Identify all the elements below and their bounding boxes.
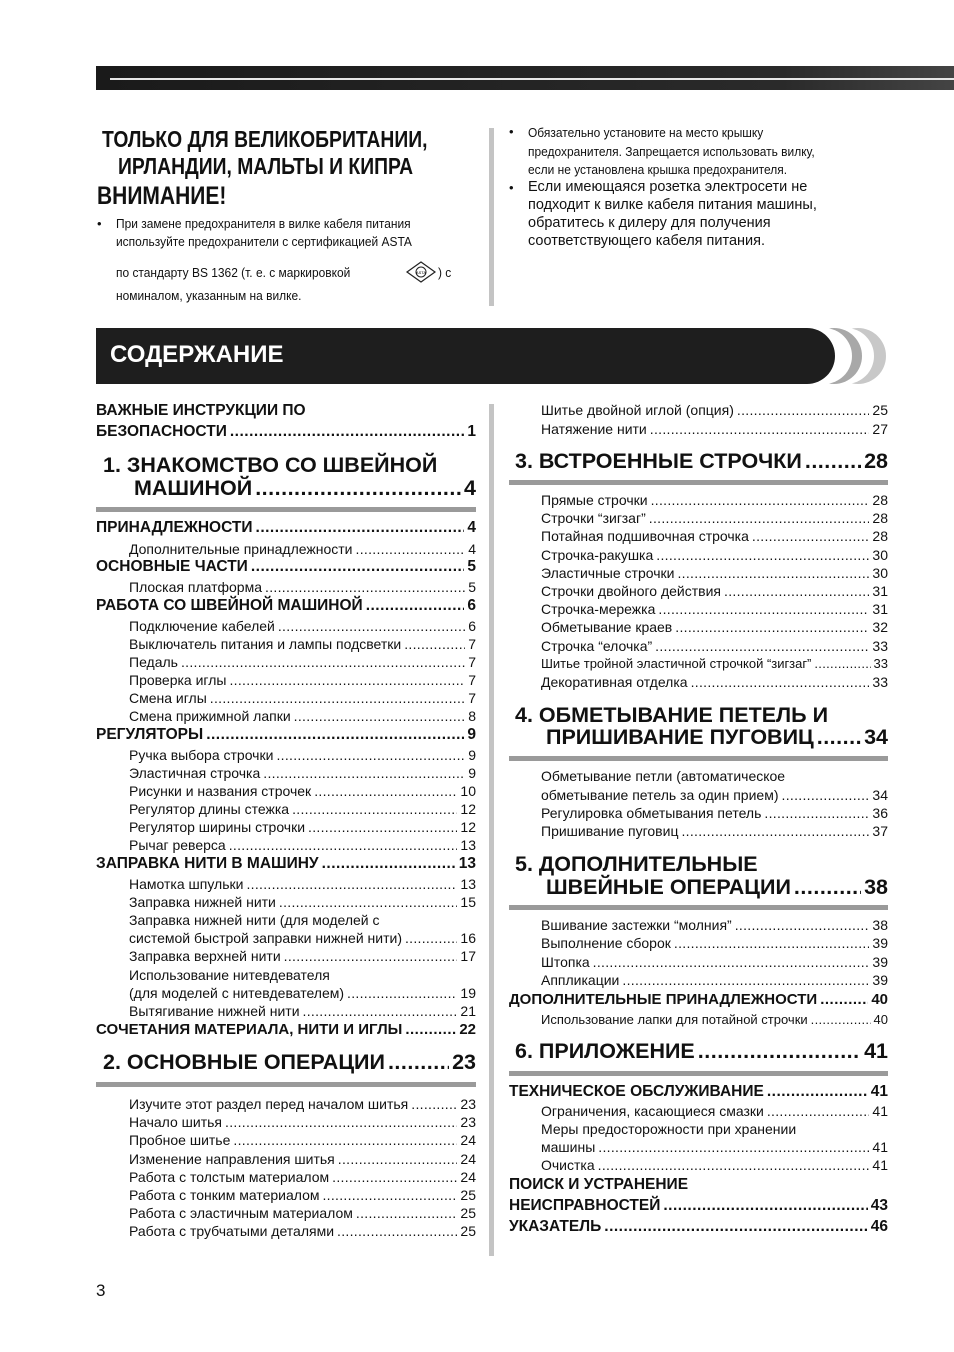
- chapter1-rule: [96, 507, 476, 512]
- toc-entry[interactable]: [129, 800, 476, 818]
- toc-index-page: 46: [870, 1218, 888, 1235]
- chapter5-page: 38: [864, 875, 888, 899]
- warning-right-b2-line4: соответствующего кабеля питания.: [528, 233, 766, 249]
- toc-entry-page: 4: [468, 541, 476, 557]
- toc-threader-page: 19: [460, 985, 476, 1001]
- toc-upper-thread-title: Заправка верхней нити: [129, 948, 281, 964]
- toc-combos-page: 22: [459, 1021, 476, 1038]
- toc-lubrication[interactable]: [541, 1102, 888, 1120]
- chapter4-page: 34: [864, 725, 888, 749]
- toc-entry-title: Ручка выбора строчки: [129, 747, 274, 763]
- toc-entry-page: 23: [460, 1114, 476, 1131]
- toc-entry[interactable]: [129, 635, 476, 653]
- chapter1-title-line2: МАШИНОЙ: [134, 476, 253, 500]
- toc-cleaning-title: Очистка: [541, 1157, 595, 1173]
- bullet-mark: •: [509, 180, 514, 195]
- toc-entry-title: Прямые строчки: [541, 492, 648, 508]
- toc-pull-lower-title: Вытягивание нижней нити: [129, 1003, 300, 1019]
- toc-threader-line2: (для моделей с нитевдевателем): [129, 985, 345, 1001]
- warning-left-line2: используйте предохранители с сертификацией ASTA: [116, 234, 412, 249]
- toc-troubleshooting-page: 43: [870, 1197, 888, 1214]
- warning-right-b1-line2: предохранителя. Запрещается использовать вилку,: [528, 144, 815, 159]
- toc-entry-title: Регулировка обметывания петель: [541, 805, 762, 821]
- toc-pull-lower[interactable]: [129, 1002, 476, 1020]
- toc-entry[interactable]: [541, 618, 888, 636]
- toc-cleaning[interactable]: [541, 1156, 888, 1174]
- toc-entry-page: 24: [460, 1132, 476, 1149]
- toc-entry[interactable]: [541, 637, 888, 655]
- toc-entry[interactable]: [129, 1204, 476, 1222]
- toc-entry[interactable]: [129, 1113, 476, 1131]
- toc-entry-page: 33: [872, 637, 888, 654]
- toc-entry[interactable]: [541, 420, 888, 438]
- toc-entry-title: Строчка “елочка”: [541, 637, 653, 654]
- toc-entry-title: Декоративная отделка: [541, 674, 688, 690]
- toc-entry[interactable]: [541, 509, 888, 527]
- chapter6-entry[interactable]: [515, 1039, 888, 1063]
- toc-entry-title: Изучите этот раздел перед началом шитья: [129, 1096, 409, 1112]
- toc-entry[interactable]: [541, 564, 888, 582]
- toc-entry-page: 8: [468, 708, 476, 724]
- toc-entry-page: 6: [468, 618, 476, 634]
- chapter1-title-line1[interactable]: 1. ЗНАКОМСТВО СО ШВЕЙНОЙ: [103, 453, 438, 477]
- toc-extra-accessories[interactable]: [509, 990, 888, 1010]
- chapter6-rule: [509, 1071, 888, 1076]
- toc-entry[interactable]: [129, 1186, 476, 1204]
- toc-storage-line2: машины: [541, 1139, 596, 1155]
- asta-diamond-icon: [405, 261, 437, 283]
- toc-entry-page: 37: [872, 823, 888, 840]
- toc-entry-title: Вшивание застежки “молния”: [541, 917, 732, 933]
- contents-title: СОДЕРЖАНИЕ: [110, 341, 284, 368]
- warning-heading-attention: ВНИМАНИЕ!: [97, 182, 227, 210]
- toc-combos-title: СОЧЕТАНИЯ МАТЕРИАЛА, НИТИ И ИГЛЫ: [96, 1021, 403, 1038]
- toc-entry-page: 4: [467, 519, 476, 536]
- toc-upper-thread[interactable]: [129, 947, 476, 965]
- toc-section-entry[interactable]: [96, 596, 476, 616]
- toc-storage-page: 41: [872, 1139, 888, 1155]
- toc-entry-page: 32: [872, 619, 888, 636]
- toc-entry-page: 7: [468, 636, 476, 652]
- chapter5-entry[interactable]: [546, 875, 888, 899]
- toc-entry-title: Работа с тонким материалом: [129, 1187, 320, 1203]
- chapter3-title: 3. ВСТРОЕННЫЕ СТРОЧКИ: [515, 449, 802, 473]
- warning-heading-line1: ТОЛЬКО ДЛЯ ВЕЛИКОБРИТАНИИ,: [102, 126, 428, 152]
- toc-buttonhole-line2: обметывание петель за один прием): [541, 787, 779, 803]
- toc-entry-title: Строчка-ракушка: [541, 546, 654, 563]
- bullet-mark: •: [97, 216, 102, 231]
- toc-entry-page: 33: [872, 674, 888, 690]
- toc-entry[interactable]: [129, 653, 476, 671]
- toc-entry-page: 39: [872, 971, 888, 988]
- warning-right-b2-line3: обратитесь к дилеру для получения: [528, 215, 771, 231]
- toc-entry-page: 13: [460, 876, 476, 892]
- toc-entry[interactable]: [129, 1222, 476, 1240]
- toc-entry[interactable]: [129, 746, 476, 764]
- toc-entry[interactable]: [541, 822, 888, 840]
- toc-entry-title: Дополнительные принадлежности: [129, 541, 353, 557]
- toc-entry[interactable]: [129, 1095, 476, 1113]
- toc-entry-title: Потайная подшивочная строчка: [541, 528, 749, 545]
- toc-entry-page: 25: [460, 1187, 476, 1203]
- toc-entry-title: Начало шитья: [129, 1114, 223, 1131]
- chapter5-title-line1[interactable]: 5. ДОПОЛНИТЕЛЬНЫЕ: [515, 852, 758, 876]
- toc-entry-page: 27: [872, 420, 888, 437]
- toc-safety[interactable]: [96, 422, 476, 442]
- toc-entry-title: РЕГУЛЯТОРЫ: [96, 726, 204, 743]
- toc-entry-page: 7: [468, 654, 476, 670]
- column-divider-top: [489, 128, 494, 306]
- toc-entry-page: 38: [872, 917, 888, 933]
- chapter3-rule: [509, 480, 888, 485]
- toc-threader[interactable]: [129, 984, 476, 1002]
- chapter3-page: 28: [864, 449, 888, 473]
- warning-left-line3-end: ) с: [438, 265, 452, 280]
- toc-entry-title: Эластичные строчки: [541, 564, 675, 581]
- toc-entry[interactable]: [129, 875, 476, 893]
- toc-entry-title: Пробное шитье: [129, 1132, 231, 1149]
- toc-entry-title: Рычаг реверса: [129, 837, 226, 853]
- toc-troubleshooting-line1[interactable]: ПОИСК И УСТРАНЕНИЕ: [509, 1176, 689, 1193]
- toc-pull-lower-page: 21: [460, 1003, 476, 1019]
- toc-entry-page: 25: [872, 402, 888, 418]
- toc-entry-title: Аппликации: [541, 971, 620, 988]
- toc-entry-page: 24: [460, 1168, 476, 1185]
- toc-section-entry[interactable]: [96, 725, 476, 745]
- toc-entry-page: 30: [872, 564, 888, 581]
- warning-left-line3: по стандарту BS 1362 (т. е. с маркировкой: [116, 265, 351, 280]
- warning-right-b2-line2: подходит к вилке кабеля питания машины,: [528, 197, 817, 213]
- toc-combos[interactable]: [96, 1020, 476, 1040]
- toc-entry-title: Регулятор длины стежка: [129, 801, 290, 817]
- toc-entry-title: Заправка нижней нити: [129, 894, 276, 910]
- toc-entry-title: Шитье двойной иглой (опция): [541, 402, 734, 418]
- toc-entry[interactable]: [541, 600, 888, 618]
- toc-entry[interactable]: [541, 527, 888, 545]
- toc-entry-title: Педаль: [129, 654, 178, 670]
- toc-entry-title: Намотка шпульки: [129, 876, 244, 892]
- toc-entry-page: 39: [872, 953, 888, 970]
- chapter4-entry[interactable]: [546, 725, 888, 749]
- toc-entry[interactable]: [541, 916, 888, 934]
- toc-entry-title: Штопка: [541, 953, 590, 970]
- toc-entry-title: Работа с эластичным материалом: [129, 1205, 353, 1222]
- toc-entry[interactable]: [129, 578, 476, 596]
- toc-entry-page: 30: [872, 546, 888, 563]
- toc-maintenance-page: 41: [870, 1083, 888, 1100]
- toc-entry-title: Строчки “зигзаг”: [541, 510, 646, 527]
- toc-safety-page: 1: [467, 423, 476, 440]
- toc-buttonhole[interactable]: [541, 786, 888, 804]
- chapter1-entry[interactable]: [134, 476, 476, 500]
- toc-entry-page: 13: [458, 855, 476, 872]
- chapter2-page: 23: [452, 1050, 476, 1074]
- toc-entry[interactable]: [129, 617, 476, 635]
- toc-maintenance[interactable]: [509, 1082, 888, 1102]
- toc-bobbin-quick-line2: системой быстрой заправки нижней нити): [129, 930, 402, 946]
- toc-entry-title: ЗАПРАВКА НИТИ В МАШИНУ: [96, 855, 319, 872]
- toc-threader-line1[interactable]: Использование нитевдевателя: [129, 967, 330, 983]
- toc-entry-page: 7: [468, 672, 476, 688]
- toc-entry-title: Строчки двойного действия: [541, 583, 721, 599]
- toc-bobbin-quick-page: 16: [460, 930, 476, 946]
- chapter2-entry[interactable]: [103, 1050, 476, 1074]
- toc-entry-page: 28: [872, 492, 888, 508]
- toc-entry-page: 6: [467, 597, 476, 614]
- chapter3-entry[interactable]: [515, 449, 888, 473]
- toc-blind-foot-title: Использование лапки для потайной строчки: [541, 1012, 808, 1027]
- toc-entry[interactable]: [541, 971, 888, 989]
- header-bar: [96, 66, 954, 90]
- toc-entry[interactable]: [541, 491, 888, 509]
- toc-entry-title: Выключатель питания и лампы подсветки: [129, 636, 402, 652]
- toc-entry[interactable]: [541, 582, 888, 600]
- warning-left-line4: номиналом, указанным на вилке.: [116, 288, 302, 303]
- toc-entry-page: 5: [468, 579, 476, 595]
- toc-section-entry[interactable]: [96, 854, 476, 874]
- toc-entry[interactable]: [129, 1150, 476, 1168]
- toc-entry-page: 28: [872, 528, 888, 545]
- toc-entry-page: 12: [460, 819, 476, 835]
- toc-entry-title: ОСНОВНЫЕ ЧАСТИ: [96, 558, 248, 575]
- toc-extra-accessories-page: 40: [871, 991, 888, 1008]
- toc-bobbin-quick[interactable]: [129, 929, 476, 947]
- warning-right-b1-line3: если не установлена крышка предохранителя.: [528, 162, 788, 177]
- toc-entry[interactable]: [129, 707, 476, 725]
- toc-index[interactable]: [509, 1217, 888, 1237]
- warning-heading-line2: ИРЛАНДИИ, МАЛЬТЫ И КИПРА: [118, 153, 414, 179]
- toc-entry-page: 23: [460, 1096, 476, 1112]
- toc-entry-page: 15: [460, 894, 476, 910]
- warning-right-b2-line1: Если имеющаяся розетка электросети не: [528, 179, 808, 195]
- toc-entry-page: 7: [468, 690, 476, 706]
- header-bar-line: [110, 78, 954, 80]
- toc-entry-page: 10: [460, 783, 476, 799]
- toc-entry[interactable]: [129, 818, 476, 836]
- toc-safety-title: БЕЗОПАСНОСТИ: [96, 423, 227, 440]
- toc-entry-page: 25: [460, 1223, 476, 1240]
- toc-entry-page: 13: [460, 837, 476, 853]
- toc-entry-title: Строчка-мережка: [541, 601, 656, 618]
- toc-section-entry[interactable]: [96, 557, 476, 577]
- warning-left-line1: При замене предохранителя в вилке кабеля питания: [116, 216, 411, 231]
- toc-section-entry[interactable]: [96, 518, 476, 538]
- toc-safety-line1[interactable]: ВАЖНЫЕ ИНСТРУКЦИИ ПО: [96, 402, 306, 419]
- toc-entry-title: Подключение кабелей: [129, 618, 275, 634]
- toc-entry[interactable]: [541, 655, 888, 673]
- toc-storage[interactable]: [541, 1138, 888, 1156]
- toc-entry-page: 9: [468, 765, 476, 781]
- toc-entry-title: Смена прижимной лапки: [129, 708, 291, 724]
- toc-entry-page: 5: [467, 558, 476, 575]
- toc-entry-title: Выполнение сборок: [541, 935, 671, 952]
- chapter4-title-line1[interactable]: 4. ОБМЕТЫВАНИЕ ПЕТЕЛЬ И: [515, 703, 829, 727]
- chapter6-page: 41: [864, 1039, 888, 1063]
- bullet-mark: •: [509, 124, 514, 139]
- toc-entry[interactable]: [541, 934, 888, 952]
- toc-entry-title: Работа с толстым материалом: [129, 1168, 330, 1185]
- toc-entry[interactable]: [541, 546, 888, 564]
- toc-entry-title: Проверка иглы: [129, 672, 227, 688]
- toc-entry-title: Натяжение нити: [541, 420, 647, 437]
- toc-lubrication-page: 41: [872, 1103, 888, 1119]
- toc-entry-page: 31: [872, 601, 888, 618]
- toc-troubleshooting[interactable]: [509, 1196, 888, 1216]
- toc-entry[interactable]: [129, 1168, 476, 1186]
- toc-bobbin-quick-line1[interactable]: Заправка нижней нити (для моделей с: [129, 912, 380, 928]
- toc-entry[interactable]: [541, 953, 888, 971]
- toc-entry-page: 24: [460, 1150, 476, 1167]
- toc-entry-page: 31: [872, 583, 888, 599]
- toc-entry-title: Смена иглы: [129, 690, 207, 706]
- toc-entry-title: ПРИНАДЛЕЖНОСТИ: [96, 519, 253, 536]
- toc-upper-thread-page: 17: [460, 948, 476, 964]
- toc-blind-foot[interactable]: [541, 1011, 888, 1029]
- toc-entry[interactable]: [129, 764, 476, 782]
- toc-cleaning-page: 41: [872, 1157, 888, 1173]
- toc-entry-page: 39: [872, 935, 888, 952]
- toc-entry-title: Работа с трубчатыми деталями: [129, 1223, 335, 1240]
- toc-blind-foot-page: 40: [873, 1012, 888, 1027]
- toc-entry[interactable]: [129, 540, 476, 558]
- toc-buttonhole-line1[interactable]: Обметывание петли (автоматическое: [541, 768, 786, 784]
- chapter2-title: 2. ОСНОВНЫЕ ОПЕРАЦИИ: [103, 1050, 385, 1074]
- column-divider-toc: [489, 404, 494, 1256]
- toc-entry[interactable]: [541, 401, 888, 419]
- toc-extra-accessories-title: ДОПОЛНИТЕЛЬНЫЕ ПРИНАДЛЕЖНОСТИ: [509, 991, 818, 1008]
- toc-entry[interactable]: [129, 671, 476, 689]
- toc-entry-page: 9: [467, 726, 476, 743]
- warning-right-b1-line1: Обязательно установите на место крышку: [528, 125, 764, 140]
- toc-entry-page: 12: [460, 801, 476, 817]
- toc-entry[interactable]: [129, 782, 476, 800]
- toc-buttonhole-page: 34: [872, 787, 888, 803]
- chapter5-rule: [509, 905, 888, 910]
- toc-entry[interactable]: [541, 673, 888, 691]
- page-number: 3: [96, 1281, 106, 1300]
- toc-entry-title: Эластичная строчка: [129, 765, 261, 781]
- toc-troubleshooting-line2: НЕИСПРАВНОСТЕЙ: [509, 1197, 661, 1214]
- toc-entry[interactable]: [129, 689, 476, 707]
- toc-entry-title: РАБОТА СО ШВЕЙНОЙ МАШИНОЙ: [96, 597, 363, 614]
- toc-storage-line1[interactable]: Меры предосторожности при хранении: [541, 1121, 797, 1137]
- toc-index-title: УКАЗАТЕЛЬ: [509, 1218, 602, 1235]
- toc-entry-page: 28: [872, 510, 888, 527]
- chapter1-page: 4: [464, 476, 476, 500]
- toc-entry-title: Регулятор ширины строчки: [129, 819, 306, 835]
- toc-entry[interactable]: [541, 804, 888, 822]
- chapter4-rule: [509, 756, 888, 761]
- toc-entry-title: Плоская платформа: [129, 579, 263, 595]
- toc-entry-page: 33: [873, 655, 888, 671]
- toc-entry-title: Изменение направления шитья: [129, 1150, 335, 1167]
- toc-entry[interactable]: [129, 836, 476, 854]
- toc-lubrication-title: Ограничения, касающиеся смазки: [541, 1103, 764, 1119]
- chapter6-title: 6. ПРИЛОЖЕНИЕ: [515, 1039, 695, 1063]
- toc-entry[interactable]: [129, 893, 476, 911]
- chapter5-title-line2: ШВЕЙНЫЕ ОПЕРАЦИИ: [546, 875, 791, 899]
- toc-entry[interactable]: [129, 1131, 476, 1149]
- toc-entry-title: Рисунки и названия строчек: [129, 783, 312, 799]
- toc-entry-title: Пришивание пуговиц: [541, 823, 679, 840]
- chapter2-rule: [96, 1082, 476, 1087]
- asta-mark-text: ASTA: [415, 270, 427, 275]
- toc-maintenance-title: ТЕХНИЧЕСКОЕ ОБСЛУЖИВАНИЕ: [509, 1083, 764, 1100]
- toc-entry-page: 25: [460, 1205, 476, 1222]
- toc-entry-title: Обметывание краев: [541, 619, 673, 636]
- toc-entry-page: 9: [468, 747, 476, 763]
- toc-entry-page: 36: [872, 805, 888, 821]
- chapter4-title-line2: ПРИШИВАНИЕ ПУГОВИЦ: [546, 725, 814, 749]
- toc-entry-title: Шитье тройной эластичной строчкой “зигзаг”: [541, 655, 812, 671]
